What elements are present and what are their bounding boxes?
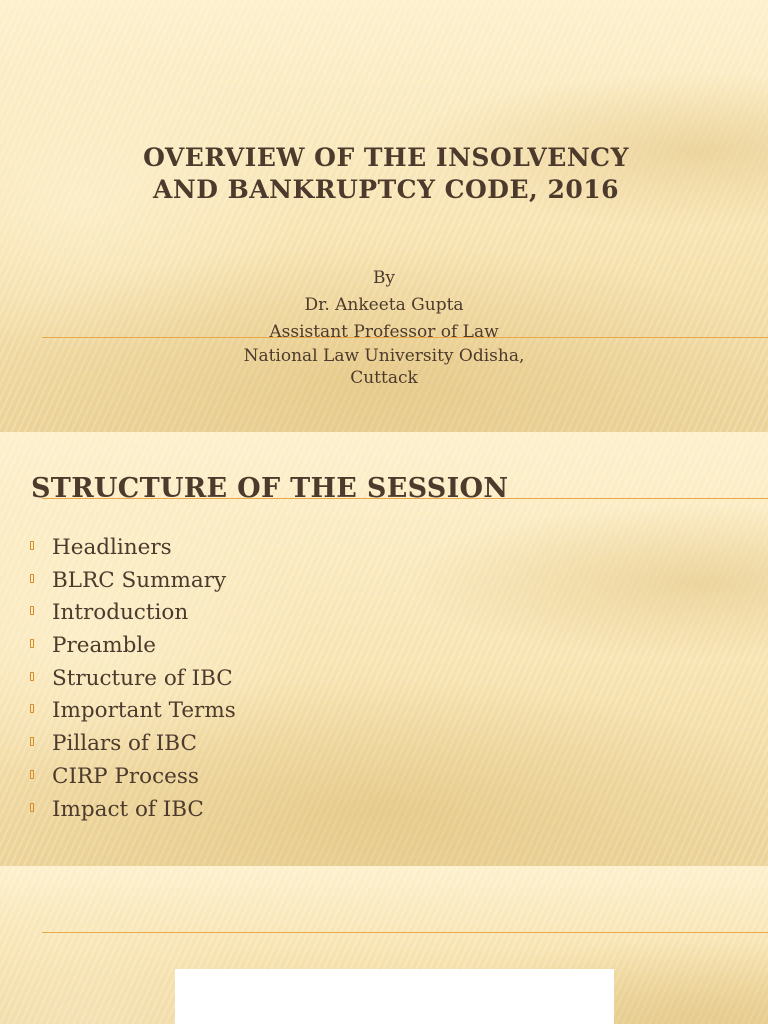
- list-item-text: Structure of IBC: [52, 665, 233, 691]
- bullet-icon: [30, 672, 34, 681]
- bullet-icon: [30, 770, 34, 779]
- title-slide: [0, 0, 768, 432]
- list-item: [30, 794, 236, 827]
- list-item-text: Important Terms: [52, 698, 236, 724]
- bullet-icon: [30, 639, 34, 648]
- list-item-text: CIRP Process: [52, 763, 199, 789]
- list-item-text: Headliners: [52, 535, 172, 560]
- list-item: [30, 761, 236, 794]
- list-item-text: BLRC Summary: [52, 567, 227, 593]
- list-item: [30, 565, 236, 598]
- list-item-text: Impact of IBC: [52, 796, 204, 822]
- author-institution: National Law University Odisha,: [243, 346, 525, 366]
- list-item: [30, 597, 236, 630]
- bullet-icon: [30, 606, 34, 615]
- author-block: [134, 265, 634, 390]
- list-item: [30, 532, 236, 565]
- list-item-text: Preamble: [52, 633, 157, 659]
- bullet-icon: [30, 803, 34, 812]
- next-slide-divider-rule: [42, 932, 768, 933]
- list-item-text: Pillars of IBC: [52, 731, 197, 757]
- list-item: [30, 630, 236, 663]
- presentation-title: [70, 142, 702, 206]
- slide-heading: STRUCTURE OF THE SESSION: [31, 473, 509, 504]
- list-item-text: Introduction: [52, 600, 189, 626]
- list-item: [30, 663, 236, 696]
- image-placeholder: [175, 969, 614, 1024]
- session-outline-list: [30, 532, 236, 826]
- list-item: [30, 728, 236, 761]
- title-line-1: OVERVIEW OF THE INSOLVENCY: [143, 143, 629, 172]
- bullet-icon: [30, 737, 34, 746]
- author-name: Dr. Ankeeta Gupta: [304, 295, 464, 315]
- by-label: By: [372, 268, 396, 288]
- author-role: Assistant Professor of Law: [269, 322, 499, 342]
- list-item: [30, 695, 236, 728]
- bullet-icon: [30, 704, 34, 713]
- author-city: Cuttack: [350, 368, 418, 388]
- bullet-icon: [30, 541, 34, 550]
- next-slide-partial: [0, 866, 768, 1024]
- bullet-icon: [30, 574, 34, 583]
- structure-slide: [0, 432, 768, 866]
- title-line-2: AND BANKRUPTCY CODE, 2016: [152, 175, 620, 204]
